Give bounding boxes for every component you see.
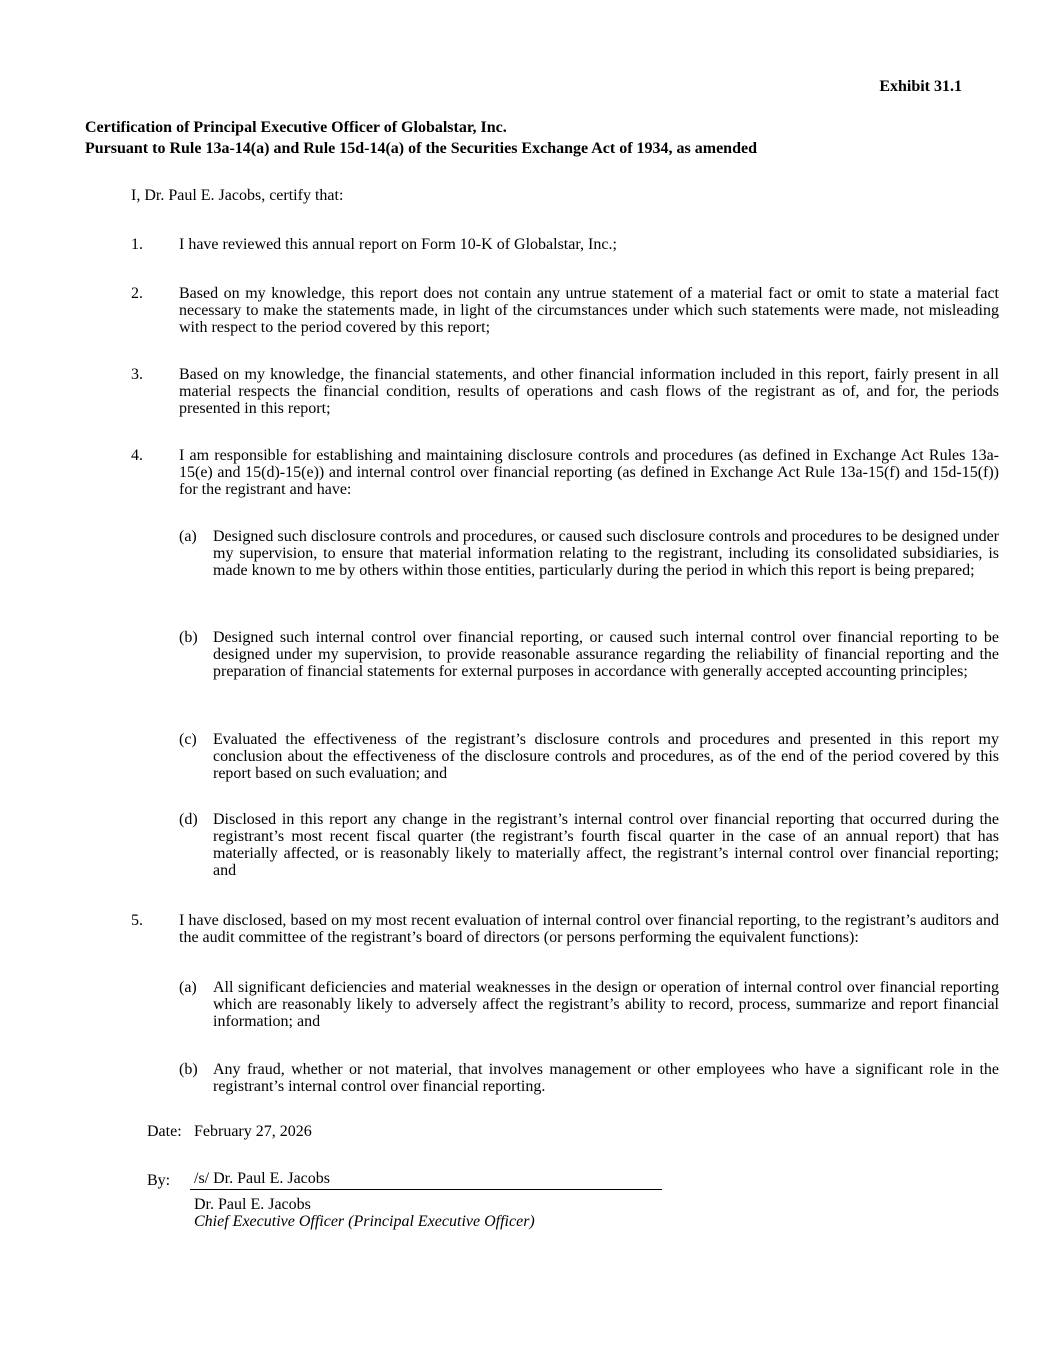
subitem-label: (d): [179, 811, 198, 828]
date-label: Date:: [147, 1123, 182, 1140]
item-text: I have disclosed, based on my most recent evaluation of internal control over financial reporting, to the registrant’s auditors and the audit committee of the registrant’s board of directors (or persons performing the equivalent functions):: [179, 912, 999, 946]
certification-item-1: [131, 236, 999, 253]
item-number: 5.: [131, 912, 143, 929]
subitem-text: Designed such internal control over financial reporting, or caused such internal control over financial reporting to be designed under my supervision, to provide reasonable assurance regarding the reliability of financial reporting and the preparation of financial statements for external purposes in accordance with generally accepted accounting principles;: [213, 629, 999, 680]
subitem-text: Any fraud, whether or not material, that involves management or other employees who have a significant role in the registrant’s internal control over financial reporting.: [213, 1061, 999, 1095]
intro-statement: I, Dr. Paul E. Jacobs, certify that:: [131, 187, 344, 204]
signer-title: Chief Executive Officer (Principal Executive Officer): [194, 1213, 535, 1230]
item-text: Based on my knowledge, this report does not contain any untrue statement of a material fact or omit to state a material fact necessary to make the statements made, in light of the circumstances under which such statements were made, not misleading with respect to the period covered by this report;: [179, 285, 999, 336]
certification-title: Certification of Principal Executive Officer of Globalstar, Inc.: [85, 119, 507, 136]
subitem-text: Designed such disclosure controls and procedures, or caused such disclosure controls and procedures to be designed under my supervision, to ensure that material information relating to the registrant, including its consolidated subsidiaries, is made known to me by others within those entities, particularly during the period in which this report is being prepared;: [213, 528, 999, 579]
item-4-subitem-a: [179, 528, 999, 579]
item-5-subitem-b: [179, 1061, 999, 1095]
subitem-text: All significant deficiencies and material weaknesses in the design or operation of internal control over financial reporting which are reasonably likely to adversely affect the registrant’s ability to record, process, summarize and report financial information; and: [213, 979, 999, 1030]
signature-text: /s/ Dr. Paul E. Jacobs: [194, 1170, 330, 1187]
certification-item-2: [131, 285, 999, 336]
item-4-subitem-c: [179, 731, 999, 782]
subitem-label: (a): [179, 528, 197, 545]
certification-item-5: [131, 912, 999, 946]
certification-item-4: [131, 447, 999, 498]
item-text: Based on my knowledge, the financial statements, and other financial information included in this report, fairly present in all material respects the financial condition, results of operations and cash flows of the registrant as of, and for, the periods presented in this report;: [179, 366, 999, 417]
subitem-label: (c): [179, 731, 197, 748]
by-label: By:: [147, 1172, 171, 1189]
subitem-label: (a): [179, 979, 197, 996]
subitem-text: Disclosed in this report any change in the registrant’s internal control over financial reporting that occurred during the registrant’s most recent fiscal quarter (the registrant’s fourth fiscal quarter in the case of an annual report) that has materially affected, or is reasonably likely to materially affect, the registrant’s internal control over financial reporting; and: [213, 811, 999, 879]
certification-subtitle: Pursuant to Rule 13a-14(a) and Rule 15d-14(a) of the Securities Exchange Act of 1934, as amended: [85, 140, 757, 157]
item-4-subitem-b: [179, 629, 999, 680]
item-5-subitem-a: [179, 979, 999, 1030]
item-4-subitem-d: [179, 811, 999, 879]
item-text: I have reviewed this annual report on Form 10-K of Globalstar, Inc.;: [179, 236, 617, 253]
item-number: 1.: [131, 236, 143, 253]
signature-line: [190, 1170, 662, 1190]
item-number: 3.: [131, 366, 143, 383]
certification-item-3: [131, 366, 999, 417]
subitem-text: Evaluated the effectiveness of the registrant’s disclosure controls and procedures and presented in this report my conclusion about the effectiveness of the disclosure controls and procedures, as of the end of the period covered by this report based on such evaluation; and: [213, 731, 999, 782]
subitem-label: (b): [179, 1061, 198, 1078]
subitem-label: (b): [179, 629, 198, 646]
exhibit-label: Exhibit 31.1: [879, 78, 962, 95]
date-value: February 27, 2026: [194, 1123, 312, 1140]
item-text: I am responsible for establishing and maintaining disclosure controls and procedures (as defined in Exchange Act Rules 13a-15(e) and 15(d)-15(e)) and internal control over financial reporting (as defined in Exchange Act Rule 13a-15(f) and 15d-15(f)) for the registrant and have:: [179, 447, 999, 498]
item-number: 4.: [131, 447, 143, 464]
item-number: 2.: [131, 285, 143, 302]
signer-name: Dr. Paul E. Jacobs: [194, 1196, 311, 1213]
